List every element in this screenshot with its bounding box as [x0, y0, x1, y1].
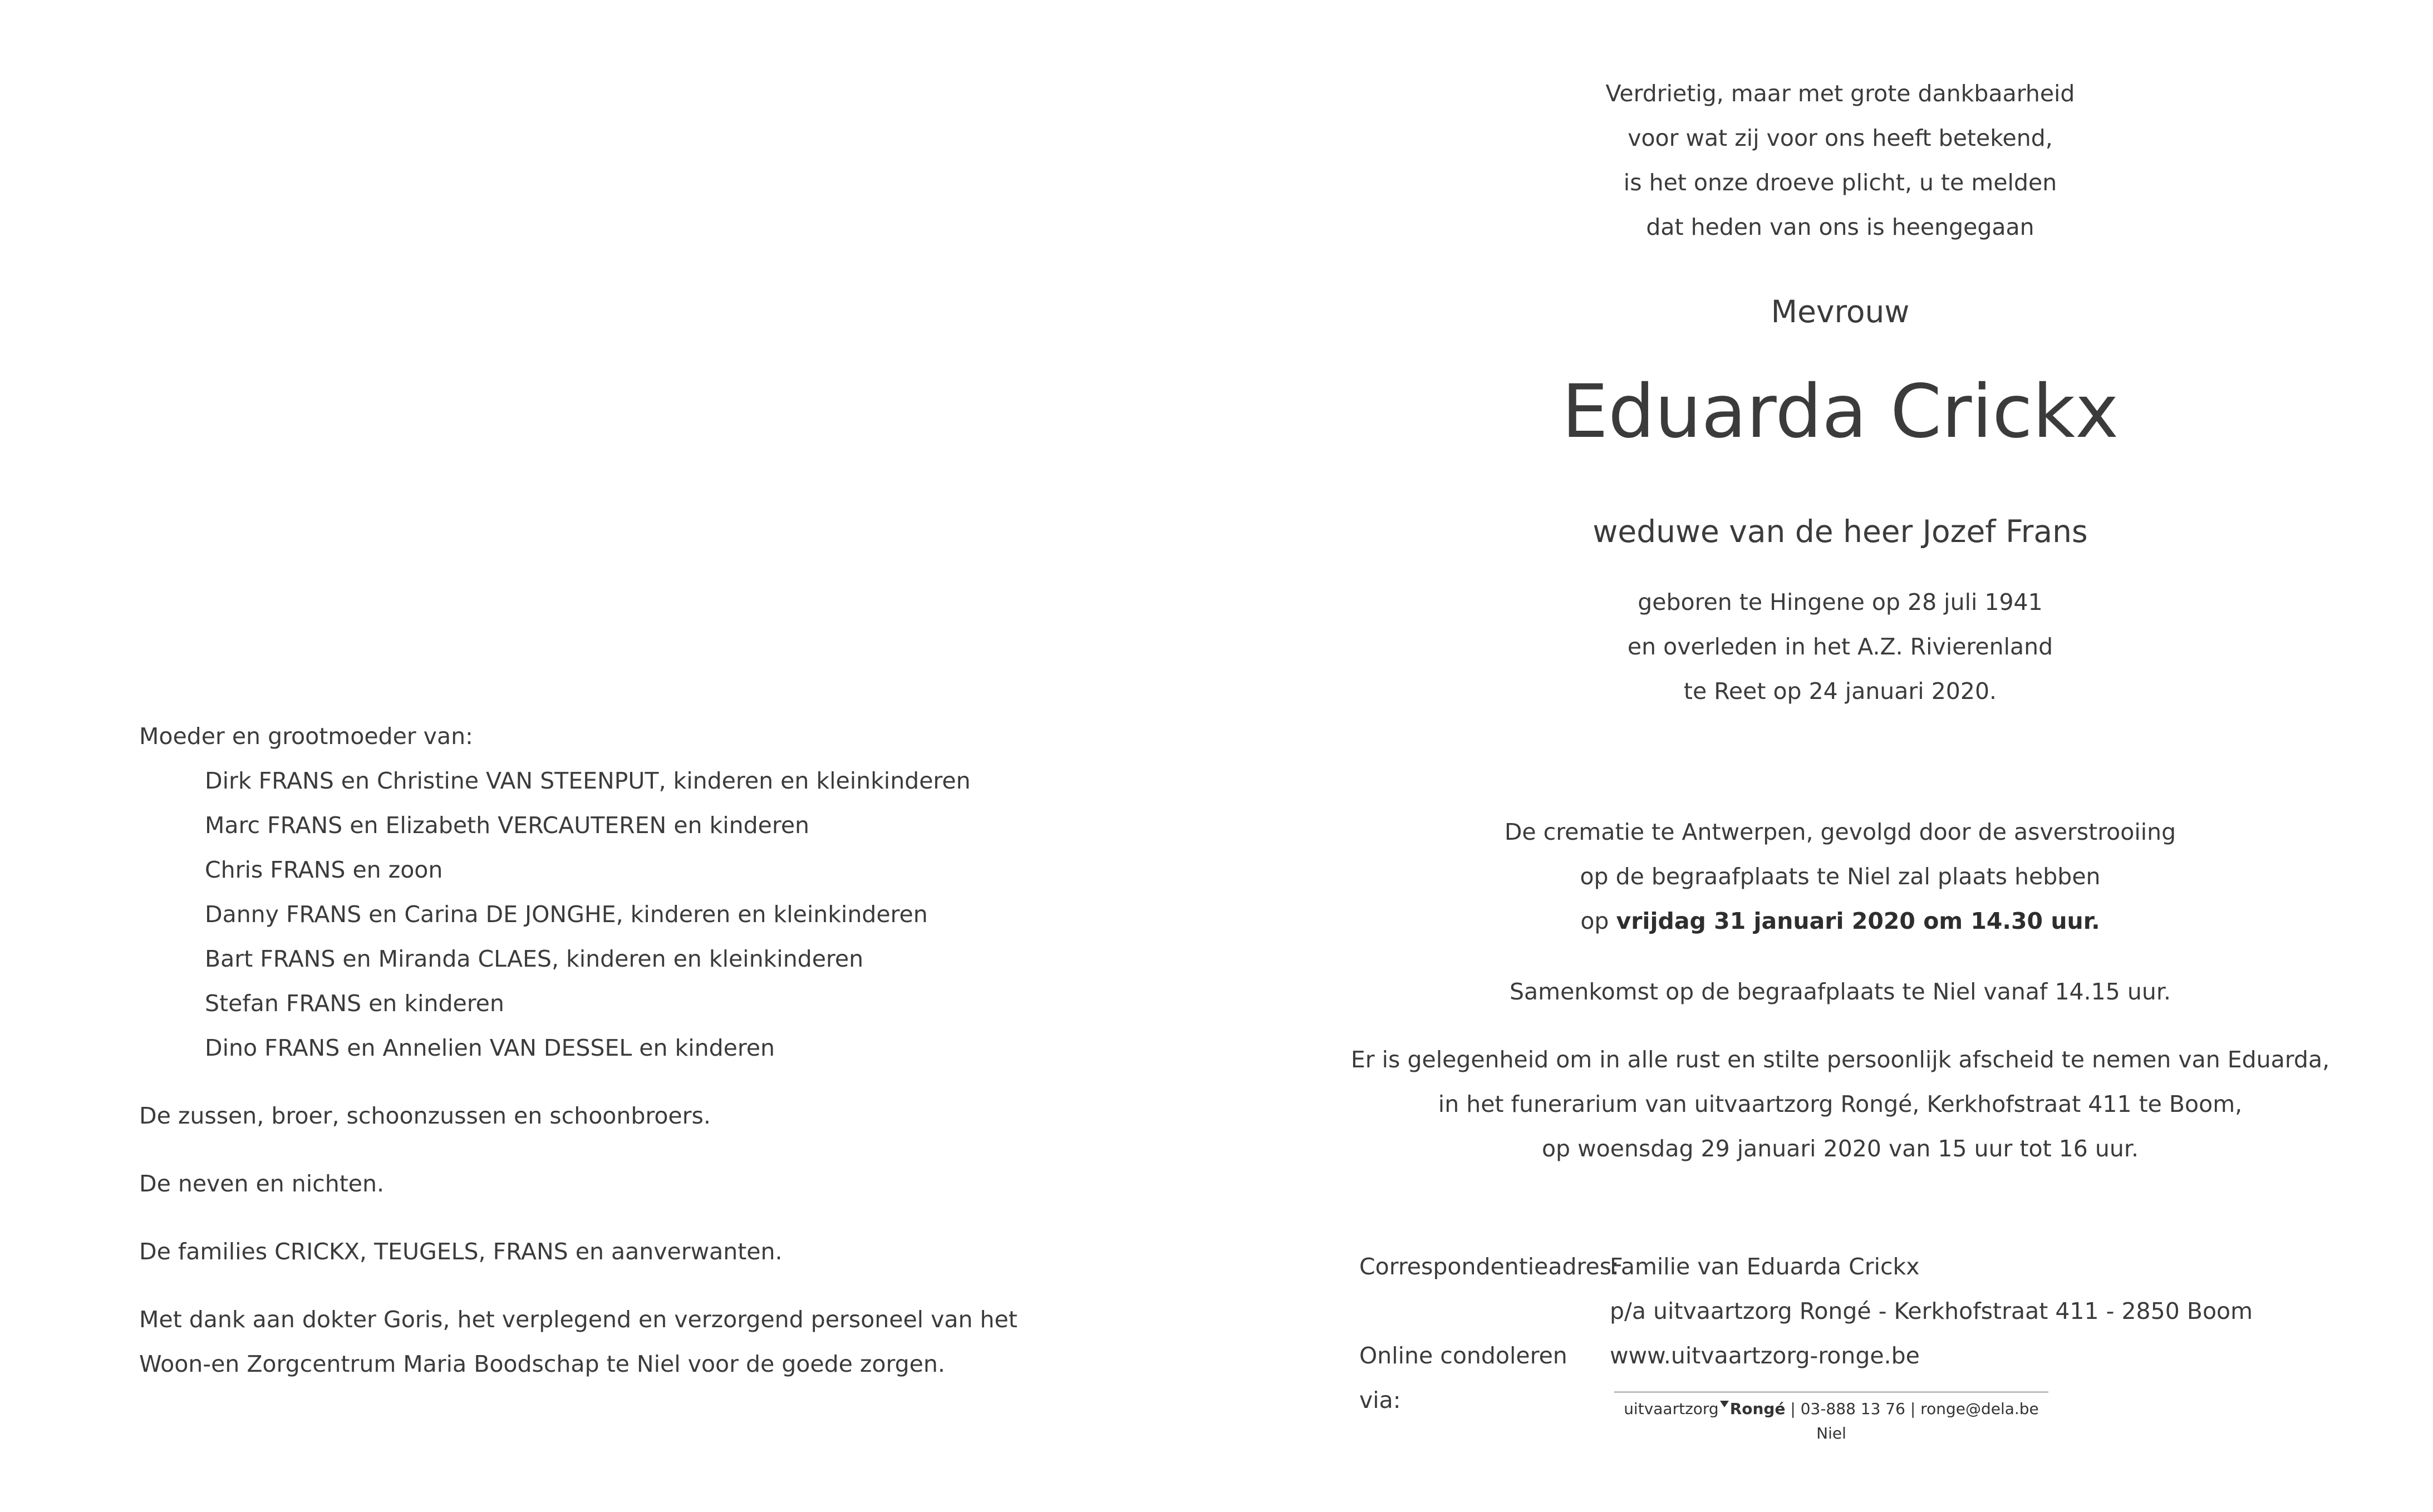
footer-town: Niel: [1816, 1424, 1846, 1442]
widow-of: weduwe van de heer Jozef Frans: [1592, 514, 2088, 549]
child-line: Danny FRANS en Carina DE JONGHE, kinderen en kleinkinderen: [205, 901, 928, 928]
meeting-info: Samenkomst op de begraafplaats te Niel vanaf 14.15 uur.: [1510, 978, 2171, 1005]
correspondence-address: p/a uitvaartzorg Rongé - Kerkhofstraat 411 - 2850 Boom: [1610, 1298, 2253, 1324]
family-list-panel: [139, 714, 1197, 1386]
logo-triangle-icon: [1720, 1401, 1729, 1407]
child-line: Dino FRANS en Annelien VAN DESSEL en kinderen: [205, 1035, 775, 1061]
family-heading: Moeder en grootmoeder van:: [139, 723, 473, 750]
cousins-line: De neven en nichten.: [139, 1170, 385, 1197]
cremation-date-prefix: op: [1580, 908, 1616, 934]
birth-death-line: te Reet op 24 januari 2020.: [1683, 678, 1997, 705]
honorific: Mevrouw: [1771, 294, 1910, 329]
cremation-line: De crematie te Antwerpen, gevolgd door de asverstrooiing: [1504, 819, 2176, 845]
thanks-line: Woon-en Zorgcentrum Maria Boodschap te Niel voor de goede zorgen.: [139, 1351, 945, 1377]
footer-details: | 03-888 13 76 | ronge@dela.be: [1785, 1400, 2039, 1418]
footer-divider: [1614, 1391, 2048, 1393]
correspondence-row: [1359, 1244, 2253, 1289]
birth-death-info: [1328, 580, 2352, 713]
farewell-line: op woensdag 29 januari 2020 van 15 uur tot 16 uur.: [1541, 1135, 2139, 1162]
child-line: Stefan FRANS en kinderen: [205, 990, 504, 1017]
correspondence-label: Correspondentieadres:: [1359, 1253, 1619, 1280]
online-label: Online condoleren via:: [1359, 1342, 1567, 1414]
birth-death-line: geboren te Hingene op 28 juli 1941: [1638, 589, 2043, 615]
child-line: Bart FRANS en Miranda CLAES, kinderen en kleinkinderen: [205, 945, 864, 972]
siblings-line: De zussen, broer, schoonzussen en schoonbroers.: [139, 1102, 711, 1129]
farewell-info: [1328, 1037, 2352, 1171]
footer-line: [1503, 1397, 2160, 1421]
deceased-name: Eduarda Crickx: [1561, 369, 2119, 455]
funeral-home-footer: [1503, 1397, 2160, 1446]
thanks-line: Met dank aan dokter Goris, het verplegend en verzorgend personeel van het: [139, 1306, 1018, 1333]
footer-prefix: uitvaartzorg: [1624, 1400, 1719, 1418]
farewell-line: in het funerarium van uitvaartzorg Rongé, Kerkhofstraat 411 te Boom,: [1438, 1091, 2243, 1117]
cremation-info: [1328, 810, 2352, 943]
child-line: Chris FRANS en zoon: [205, 856, 443, 883]
cremation-date-line: [1328, 899, 2352, 943]
correspondence-name: Familie van Eduarda Crickx: [1610, 1253, 1920, 1280]
farewell-line: Er is gelegenheid om in alle rust en stilte persoonlijk afscheid te nemen van Eduarda,: [1350, 1046, 2330, 1073]
birth-death-line: en overleden in het A.Z. Rivierenland: [1627, 633, 2053, 660]
correspondence-address-row: [1359, 1289, 2253, 1333]
intro-line: voor wat zij voor ons heeft betekend,: [1628, 125, 2053, 151]
intro-text: [1328, 71, 2352, 249]
cremation-date: vrijdag 31 januari 2020 om 14.30 uur.: [1616, 908, 2100, 934]
intro-line: is het onze droeve plicht, u te melden: [1623, 169, 2057, 196]
intro-line: dat heden van ons is heengegaan: [1646, 214, 2034, 240]
families-line: De families CRICKX, TEUGELS, FRANS en aanverwanten.: [139, 1238, 783, 1265]
intro-line: Verdrietig, maar met grote dankbaarheid: [1605, 80, 2075, 107]
child-line: Marc FRANS en Elizabeth VERCAUTEREN en kinderen: [205, 812, 810, 839]
child-line: Dirk FRANS en Christine VAN STEENPUT, kinderen en kleinkinderen: [205, 767, 971, 794]
cremation-line: op de begraafplaats te Niel zal plaats hebben: [1580, 863, 2101, 890]
condolence-website-link[interactable]: www.uitvaartzorg-ronge.be: [1610, 1342, 1920, 1369]
contact-block: [1359, 1244, 2253, 1422]
footer-brand: Rongé: [1729, 1400, 1786, 1418]
